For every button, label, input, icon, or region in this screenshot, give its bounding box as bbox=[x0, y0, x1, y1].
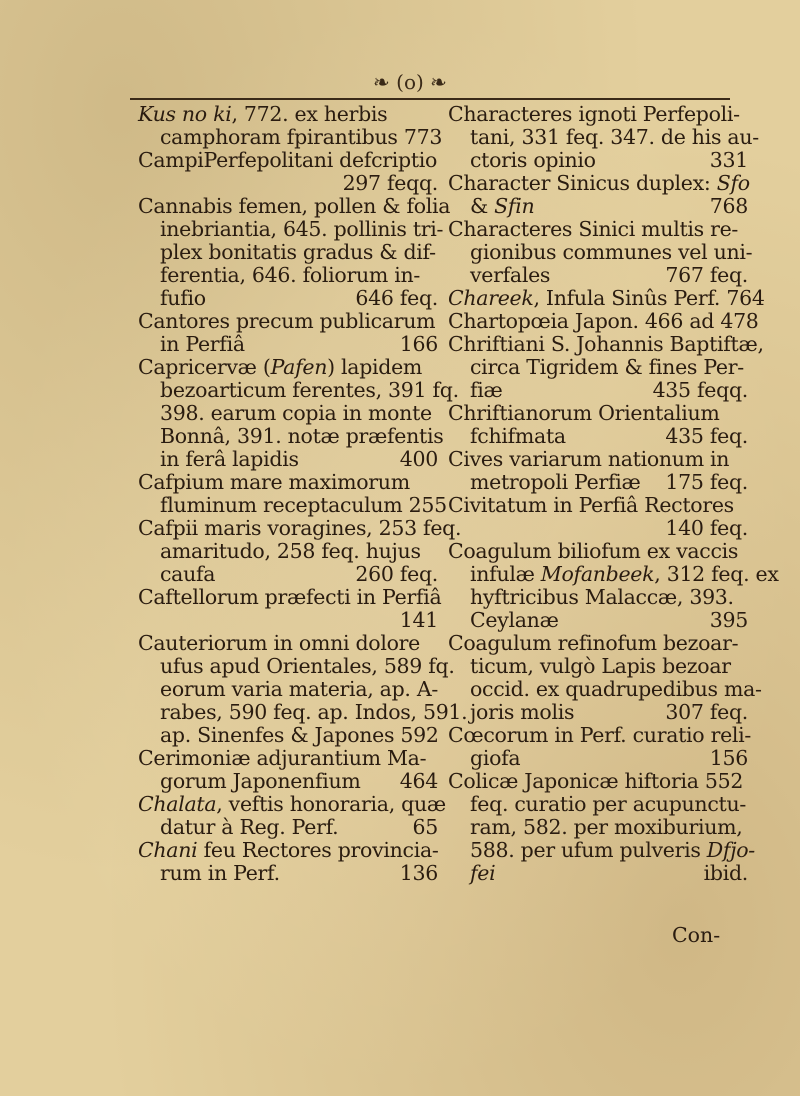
index-entry-line bbox=[138, 378, 459, 402]
index-entry-line bbox=[448, 425, 748, 448]
entry-text: feq. curatio per acupunctu- bbox=[470, 792, 746, 816]
entry-text: Chartopœia Japon. 466 ad 478 bbox=[448, 309, 759, 333]
index-entry-line bbox=[448, 677, 762, 701]
entry-page-ref: 435 feq. bbox=[665, 424, 748, 448]
entry-text: in Perfiâ bbox=[160, 332, 245, 356]
entry-text: inebriantia, 645. pollinis tri- bbox=[160, 217, 444, 241]
entry-text: ufus apud Orientales, 589 fq. bbox=[160, 654, 455, 678]
entry-text: hyftricibus Malaccæ, 393. bbox=[470, 585, 734, 609]
entry-text: Cannabis femen, pollen & folia bbox=[138, 194, 451, 218]
index-entry-line bbox=[138, 678, 438, 701]
index-entry-line bbox=[448, 838, 755, 862]
entry-text: Character Sinicus duplex: Sfo bbox=[448, 171, 750, 195]
entry-text: gorum Japonenfium bbox=[160, 769, 361, 793]
index-entry-line bbox=[138, 125, 443, 149]
index-entry-line bbox=[138, 700, 468, 724]
index-entry-line bbox=[448, 494, 748, 517]
index-entry-line bbox=[448, 793, 748, 816]
entry-text: ram, 582. per moxiburium, bbox=[470, 815, 743, 839]
index-entry-line bbox=[448, 402, 748, 425]
entry-text: datur à Reg. Perf. bbox=[160, 815, 339, 839]
index-entry-line bbox=[138, 724, 438, 747]
catchword: Con- bbox=[672, 923, 721, 947]
index-entry-line bbox=[138, 333, 438, 356]
index-entry-line bbox=[138, 448, 438, 471]
index-entry-line bbox=[448, 149, 748, 172]
index-entry-line bbox=[138, 516, 462, 540]
index-entry-line bbox=[138, 563, 438, 586]
index-entry-line bbox=[448, 286, 765, 310]
index-entry-line bbox=[448, 562, 779, 586]
index-entry-line bbox=[448, 655, 748, 678]
entry-text: plex bonitatis gradus & dif- bbox=[160, 240, 436, 264]
index-entry-line bbox=[138, 609, 438, 632]
entry-page-ref: 768 bbox=[709, 194, 748, 218]
index-entry-line bbox=[138, 287, 438, 310]
entry-page-ref: 464 bbox=[399, 769, 438, 793]
entry-text: Chalata, veftis honoraria, quæ bbox=[138, 792, 446, 816]
entry-text: fufio bbox=[160, 286, 206, 310]
index-entry-line bbox=[138, 816, 438, 839]
index-entry-line bbox=[138, 654, 455, 678]
entry-text: 588. per ufum pulveris Dfjo- bbox=[470, 838, 755, 862]
index-entry-line bbox=[448, 332, 764, 356]
entry-text: joris molis bbox=[470, 700, 575, 724]
entry-text: Chareek, Infula Sinûs Perf. 764 bbox=[448, 286, 765, 310]
entry-page-ref: 166 bbox=[399, 332, 438, 356]
entry-page-ref: ibid. bbox=[703, 861, 748, 885]
entry-text: Chriftianorum Orientalium bbox=[448, 401, 720, 425]
index-entry-line bbox=[138, 792, 446, 816]
index-entry-line bbox=[448, 264, 748, 287]
index-entry-line bbox=[448, 379, 748, 402]
right-index-column bbox=[448, 102, 779, 885]
index-entry-line bbox=[448, 701, 748, 724]
entry-page-ref: 767 feq. bbox=[665, 263, 748, 287]
index-entry-line bbox=[138, 493, 447, 517]
entry-text: fchifmata bbox=[470, 424, 566, 448]
index-entry-line bbox=[138, 356, 438, 379]
entry-page-ref: 141 bbox=[399, 608, 438, 632]
entry-text: bezoarticum ferentes, 391 fq. bbox=[160, 378, 459, 402]
entry-text: Bonnâ, 391. notæ præfentis bbox=[160, 424, 444, 448]
entry-page-ref: 400 bbox=[399, 447, 438, 471]
entry-text: Cafpium mare maximorum bbox=[138, 470, 410, 494]
entry-page-ref: 175 feq. bbox=[665, 470, 748, 494]
entry-page-ref: 140 feq. bbox=[665, 516, 748, 540]
entry-text: amaritudo, 258 feq. hujus bbox=[160, 539, 421, 563]
entry-text: rabes, 590 feq. ap. Indos, 591. bbox=[160, 700, 468, 724]
index-entry-line bbox=[448, 471, 748, 494]
left-index-column bbox=[138, 102, 468, 885]
index-entry-line bbox=[138, 149, 438, 172]
entry-page-ref: 307 feq. bbox=[665, 700, 748, 724]
entry-text: infulæ Mofanbeek, 312 feq. ex bbox=[470, 562, 779, 586]
index-entry-line bbox=[448, 240, 753, 264]
entry-text: rum in Perf. bbox=[160, 861, 280, 885]
entry-text: Cantores precum publicarum bbox=[138, 309, 436, 333]
index-entry-line bbox=[138, 839, 438, 862]
entry-text: ferentia, 646. foliorum in- bbox=[160, 263, 420, 287]
index-entry-line bbox=[448, 125, 759, 149]
entry-text: Coagulum refinofum bezoar- bbox=[448, 631, 739, 655]
index-entry-line bbox=[448, 517, 748, 540]
entry-text: Ceylanæ bbox=[470, 608, 559, 632]
entry-text: fiæ bbox=[470, 378, 503, 402]
entry-text: Civitatum in Perfiâ Rectores bbox=[448, 493, 734, 517]
entry-page-ref: 156 bbox=[709, 746, 748, 770]
index-entry-line bbox=[448, 770, 748, 793]
entry-text: ctoris opinio bbox=[470, 148, 596, 172]
index-entry-line bbox=[448, 448, 748, 471]
index-entry-line bbox=[138, 747, 438, 770]
entry-text: Cauteriorum in omni dolore bbox=[138, 631, 420, 655]
index-entry-line bbox=[138, 172, 438, 195]
entry-page-ref: 65 bbox=[412, 815, 438, 839]
index-entry-line bbox=[138, 194, 451, 218]
index-entry-line bbox=[448, 103, 748, 126]
index-entry-line bbox=[138, 862, 438, 885]
entry-page-ref: 136 bbox=[399, 861, 438, 885]
index-entry-line bbox=[448, 747, 748, 770]
index-entry-line bbox=[138, 103, 438, 126]
entry-text: Colicæ Japonicæ hiftoria 552 bbox=[448, 769, 744, 793]
entry-text: tani, 331 feq. 347. de his au- bbox=[470, 125, 759, 149]
index-entry-line bbox=[448, 356, 748, 379]
header-rule bbox=[130, 98, 730, 100]
entry-text: Kus no ki, 772. ex herbis bbox=[138, 102, 388, 126]
entry-page-ref: 331 bbox=[709, 148, 748, 172]
entry-text: Caftellorum præfecti in Perfiâ bbox=[138, 585, 442, 609]
entry-text: verfales bbox=[470, 263, 551, 287]
entry-page-ref: 435 feqq. bbox=[652, 378, 748, 402]
index-entry-line bbox=[448, 540, 748, 563]
entry-text: circa Tigridem & fines Per- bbox=[470, 355, 744, 379]
entry-text: Characteres Sinici multis re- bbox=[448, 217, 739, 241]
entry-text: in ferâ lapidis bbox=[160, 447, 299, 471]
index-entry-line bbox=[448, 218, 748, 241]
entry-text: Coagulum biliofum ex vaccis bbox=[448, 539, 739, 563]
index-entry-line bbox=[138, 632, 438, 655]
index-entry-line bbox=[448, 862, 748, 885]
entry-page-ref: 395 bbox=[709, 608, 748, 632]
index-entry-line bbox=[138, 770, 438, 793]
page-header-ornament: ❧ (o) ❧ bbox=[373, 70, 447, 94]
index-entry-line bbox=[138, 264, 438, 287]
index-entry-line bbox=[138, 217, 444, 241]
entry-text: ticum, vulgò Lapis bezoar bbox=[470, 654, 731, 678]
entry-page-ref: 297 feqq. bbox=[342, 171, 438, 195]
index-entry-line bbox=[448, 632, 748, 655]
index-entry-line bbox=[448, 609, 748, 632]
entry-text: Cives variarum nationum in bbox=[448, 447, 730, 471]
entry-text: caufa bbox=[160, 562, 216, 586]
entry-page-ref: 646 feq. bbox=[355, 286, 438, 310]
entry-text: Characteres ignoti Perfepoli- bbox=[448, 102, 740, 126]
entry-text: Cafpii maris voragines, 253 feq. bbox=[138, 516, 462, 540]
index-entry-line bbox=[448, 816, 748, 839]
index-entry-line bbox=[138, 402, 438, 425]
entry-text: & Sfin bbox=[470, 194, 535, 218]
entry-text: occid. ex quadrupedibus ma- bbox=[470, 677, 762, 701]
entry-text: fluminum receptaculum 255 bbox=[160, 493, 447, 517]
index-entry-line bbox=[448, 586, 748, 609]
index-entry-line bbox=[448, 309, 759, 333]
index-entry-line bbox=[448, 195, 748, 218]
entry-text: camphoram fpirantibus 773 bbox=[160, 125, 443, 149]
index-entry-line bbox=[138, 424, 444, 448]
entry-text: Cerimoniæ adjurantium Ma- bbox=[138, 746, 427, 770]
entry-text: Cœcorum in Perf. curatio reli- bbox=[448, 723, 752, 747]
entry-text: gionibus communes vel uni- bbox=[470, 240, 753, 264]
entry-text: 398. earum copia in monte bbox=[160, 401, 432, 425]
entry-text: Capricervæ (Pafen) lapidem bbox=[138, 355, 423, 379]
index-entry-line bbox=[448, 172, 748, 195]
entry-text: Chriftiani S. Johannis Baptiftæ, bbox=[448, 332, 764, 356]
entry-text: eorum varia materia, ap. A- bbox=[160, 677, 438, 701]
entry-text: giofa bbox=[470, 746, 521, 770]
entry-text: CampiPerfepolitani defcriptio bbox=[138, 148, 438, 172]
entry-text: metropoli Perfiæ bbox=[470, 470, 641, 494]
index-entry-line bbox=[138, 310, 438, 333]
index-entry-line bbox=[138, 540, 438, 563]
entry-text: fei bbox=[470, 861, 496, 885]
index-entry-line bbox=[138, 471, 438, 494]
entry-page-ref: 260 feq. bbox=[355, 562, 438, 586]
entry-text: ap. Sinenfes & Japones 592 bbox=[160, 723, 439, 747]
index-entry-line bbox=[138, 585, 442, 609]
entry-text: Chani feu Rectores provincia- bbox=[138, 838, 439, 862]
index-entry-line bbox=[448, 723, 752, 747]
index-entry-line bbox=[138, 241, 438, 264]
